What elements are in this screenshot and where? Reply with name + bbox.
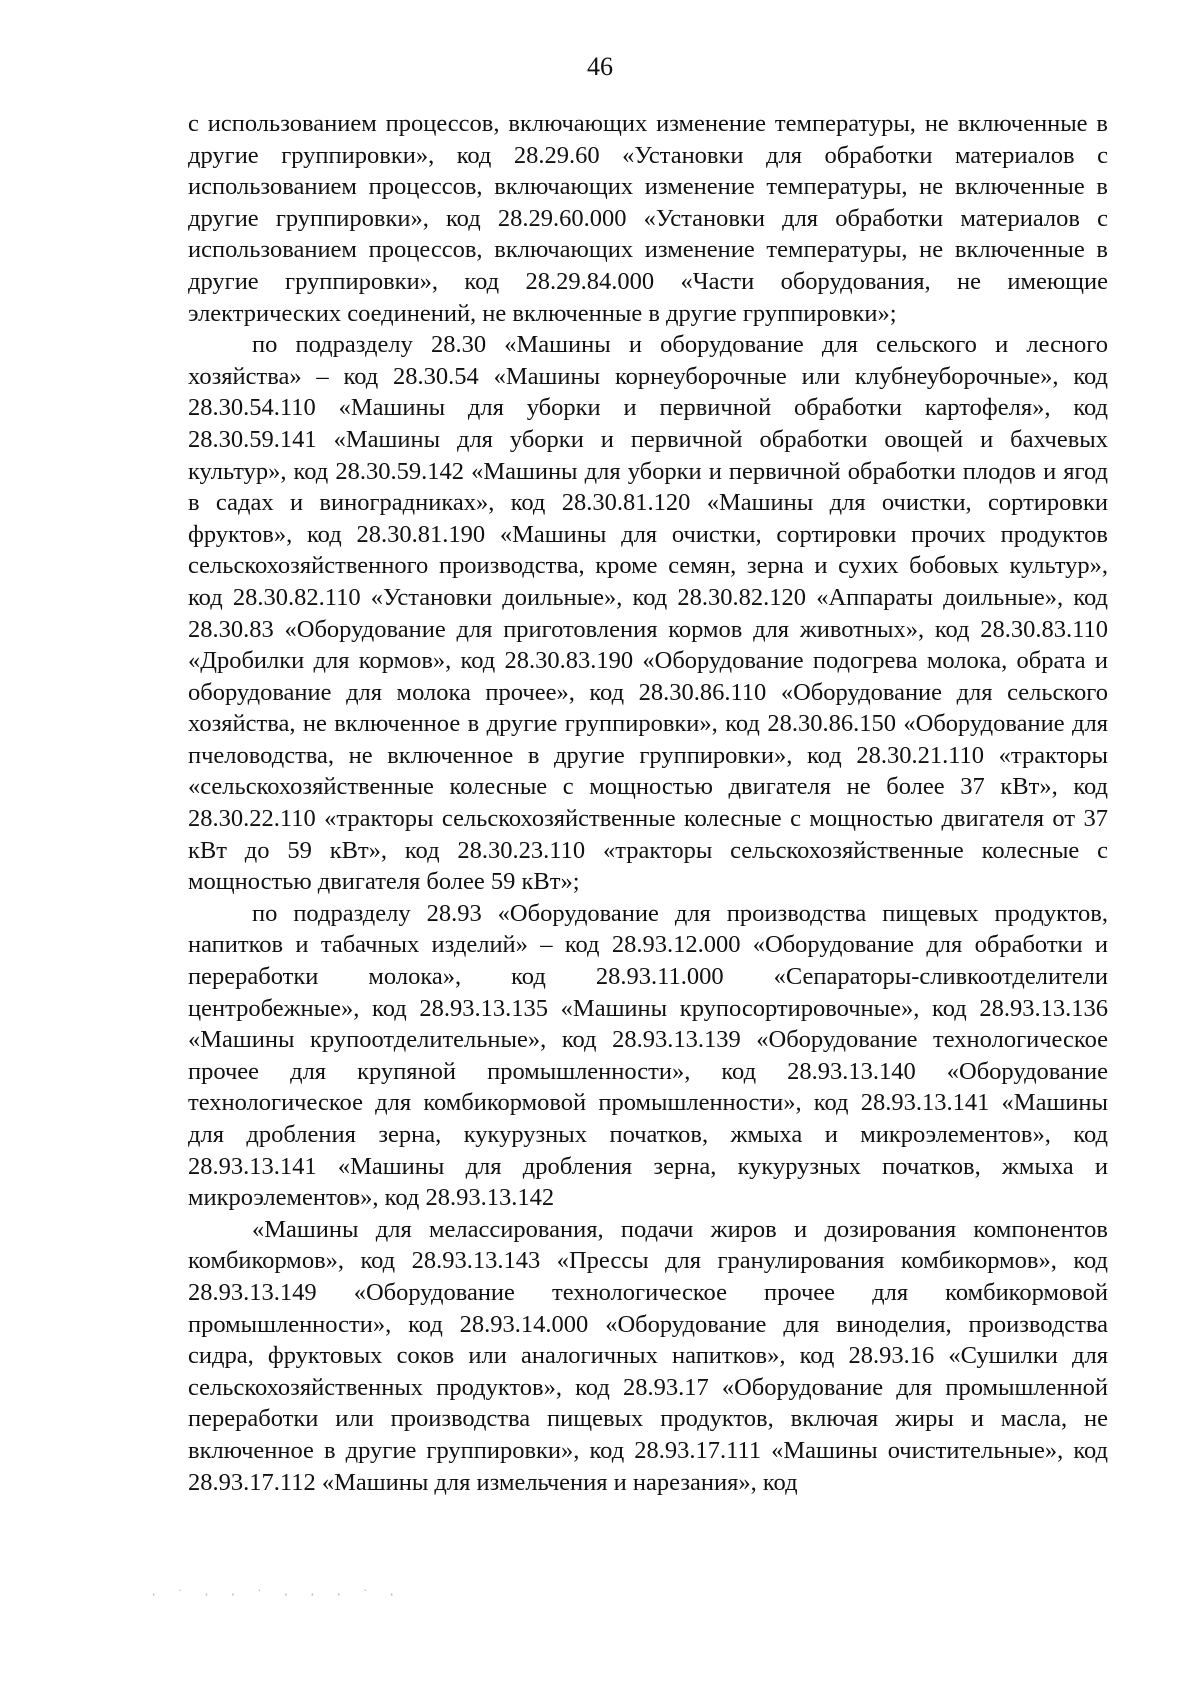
paragraph-subsection-28-93: по подразделу 28.93 «Оборудование для производства пищевых продуктов, напитков и табачных изделий» – код 28.93.12.000 «Оборудование для обработки и переработки молока», код 28.93.11.000 «Сепараторы-сливкоотделители центробежные», код 28.93.13.135 «Машины крупосортировочные», код 28.93.13.136 «Машины крупоотделительные», код 28.93.13.139 «Оборудование технологическое прочее для крупяной промышленности», код 28.93.13.140 «Оборудование технологическое для комбикормовой промышленности», код 28.93.13.141 «Машины для дробления зерна, кукурузных початков, жмыха и микроэлементов», код 28.93.13.141 «Машины для дробления зерна, кукурузных початков, жмыха и микроэлементов», код 28.93.13.142 [188,899,1108,1212]
paragraph-feed-machines: «Машины для мелассирования, подачи жиров и дозирования компонентов комбикормов», код 28.93.13.143 «Прессы для гранулирования комбикормов», код 28.93.13.149 «Оборудование технологическое прочее для комбикормовой промышленности», код 28.93.14.000 «Оборудование для виноделия, производства сидра, фруктовых соков или аналогичных напитков», код 28.93.16 «Сушилки для сельскохозяйственных продуктов», код 28.93.17 «Оборудование для промышленной переработки или производства пищевых продуктов, включая жиры и масла, не включенное в другие группировки», код 28.93.17.111 «Машины очистительные», код 28.93.17.112 «Машины для измельчения и нарезания», код [188,1215,1108,1496]
scan-artifact: · ˙ · · ˙ · · · ˙ · [150,1588,402,1602]
paragraph-continuation: с использованием процессов, включающих изменение температуры, не включенные в другие группировки», код 28.29.60 «Установки для обработки материалов с использованием процессов, включающих изменение температуры, не включенные в другие группировки», код 28.29.60.000 «Установки для обработки материалов с использованием процессов, включающих изменение температуры, не включенные в другие группировки», код 28.29.84.000 «Части оборудования, не имеющие электрических соединений, не включенные в другие группировки»; [188,110,1108,327]
paragraph-subsection-28-30: по подразделу 28.30 «Машины и оборудование для сельского и лесного хозяйства» – код 28.30.54 «Машины корнеуборочные или клубнеуборочные», код 28.30.54.110 «Машины для уборки и первичной обработки картофеля», код 28.30.59.141 «Машины для уборки и первичной обработки овощей и бахчевых культур», код 28.30.59.142 «Машины для уборки и первичной обработки плодов и ягод в садах и виноградниках», код 28.30.81.120 «Машины для очистки, сортировки фруктов», код 28.30.81.190 «Машины для очистки, сортировки прочих продуктов сельскохозяйственного производства, кроме семян, зерна и сухих бобовых культур», код 28.30.82.110 «Установки доильные», код 28.30.82.120 «Аппараты доильные», код 28.30.83 «Оборудование для приготовления кормов для животных», код 28.30.83.110 «Дробилки для кормов», код 28.30.83.190 «Оборудование подогрева молока, обрата и оборудование для молока прочее», код 28.30.86.110 «Оборудование для сельского хозяйства, не включенное в другие группировки», код 28.30.86.150 «Оборудование для пчеловодства, не включенное в другие группировки», код 28.30.21.110 «тракторы «сельскохозяйственные колесные с мощностью двигателя не более 37 кВт», код 28.30.22.110 «тракторы сельскохозяйственные колесные с мощностью двигателя от 37 кВт до 59 кВт», код 28.30.23.110 «тракторы сельскохозяйственные колесные с мощностью двигателя более 59 кВт»; [188,331,1108,896]
document-body [188,108,1108,1498]
page-number: 46 [587,52,613,81]
